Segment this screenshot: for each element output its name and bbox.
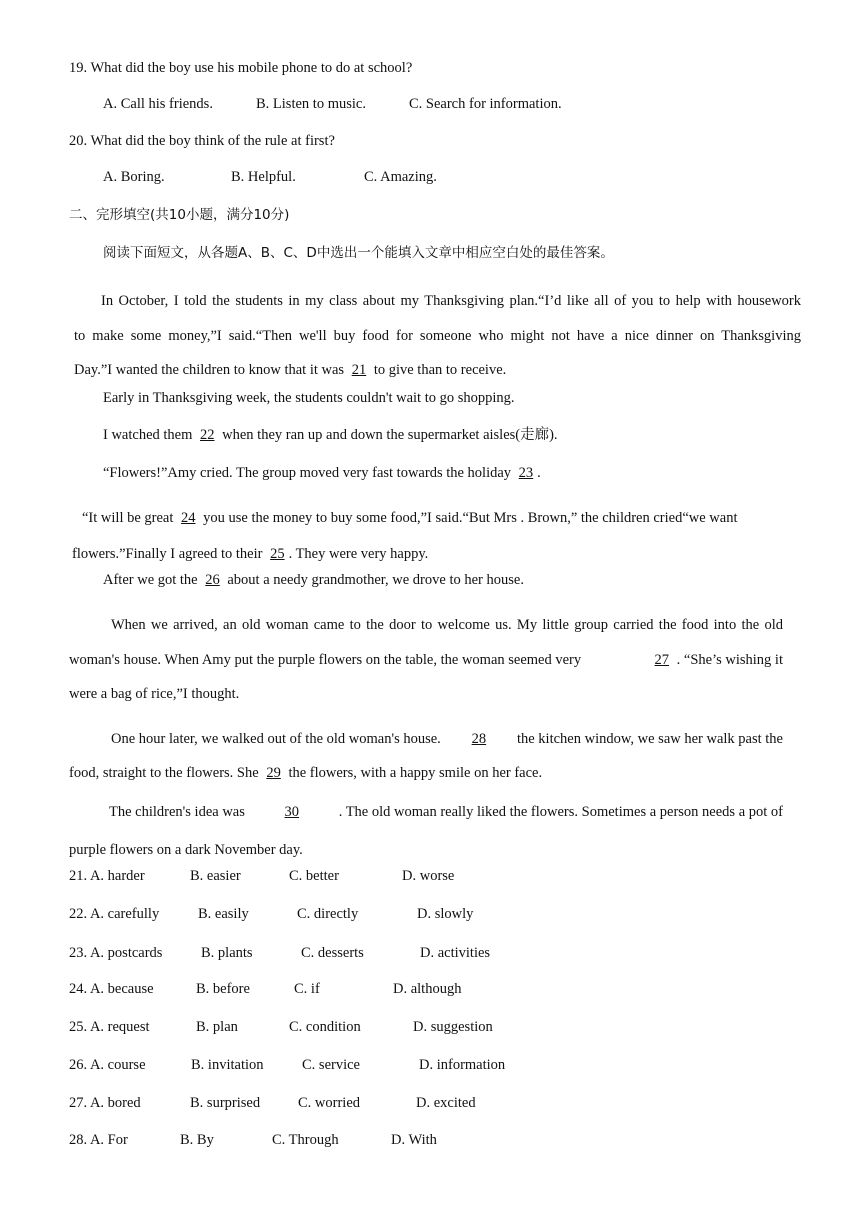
passage-text: “It will be great	[82, 510, 174, 526]
passage-text: The children's idea was	[109, 804, 245, 820]
passage-text: After we got the	[103, 572, 198, 588]
q27-option-d: D. excited	[416, 1095, 476, 1111]
q26-option-c: C. service	[302, 1057, 360, 1073]
blank-21: 21	[351, 362, 367, 378]
q21-option-b: B. easier	[190, 868, 241, 884]
passage-text: “Flowers!”Amy cried. The group moved very fast towards the holiday	[103, 465, 512, 481]
q28-option-d: D. With	[391, 1132, 437, 1148]
passage-text: . “She’s wishing it	[676, 652, 783, 668]
question-20-stem: 20. What did the boy think of the rule at first?	[69, 133, 335, 149]
section-instruction: 阅读下面短文，从各题A、B、C、D中选出一个能填入文章中相应空白处的最佳答案。	[103, 245, 614, 261]
q23-option-c: C. desserts	[301, 945, 364, 961]
passage-text: Day.”I wanted the children to know that it was	[74, 362, 345, 378]
passage-line	[82, 509, 738, 527]
q25-option-d: D. suggestion	[413, 1019, 493, 1035]
passage-text: I watched them	[103, 427, 193, 443]
q23-option-a: 23. A. postcards	[69, 945, 163, 961]
passage-text: the kitchen window, we saw her walk past the	[516, 731, 783, 747]
blank-29: 29	[266, 765, 281, 781]
passage-line: to make some money,”I said.“Then we'll buy food for someone who might not have a nice dinner on Thanksgiving	[74, 328, 801, 344]
q23-option-d: D. activities	[420, 945, 491, 961]
blank-23: 23	[518, 465, 534, 481]
q22-option-c: C. directly	[297, 906, 359, 922]
passage-line	[103, 464, 541, 482]
passage-line: When we arrived, an old woman came to the door to welcome us. My little group carried the food into the old	[111, 617, 783, 633]
q23-option-b: B. plants	[201, 945, 253, 961]
q24-option-c: C. if	[294, 981, 320, 997]
blank-24: 24	[181, 510, 196, 526]
passage-line: were a bag of rice,”I thought.	[69, 686, 240, 702]
q25-option-a: 25. A. request	[69, 1019, 150, 1035]
q22-option-b: B. easily	[198, 906, 249, 922]
passage-text: .	[537, 465, 541, 481]
q22-option-d: D. slowly	[417, 906, 474, 922]
passage-line	[69, 651, 783, 669]
passage-line: In October, I told the students in my class about my Thanksgiving plan.“I’d like all of you to help with housework	[101, 293, 801, 309]
passage-text: the flowers, with a happy smile on her face.	[288, 765, 543, 781]
q24-option-a: 24. A. because	[69, 981, 154, 997]
q20-option-b: B. Helpful.	[231, 169, 296, 185]
passage-line	[69, 764, 542, 782]
q19-option-c: C. Search for information.	[409, 96, 562, 112]
passage-text: . They were very happy.	[288, 546, 429, 562]
q26-option-d: D. information	[419, 1057, 506, 1073]
blank-28: 28	[471, 731, 487, 747]
passage-text: about a needy grandmother, we drove to her house.	[227, 572, 524, 588]
passage-text: One hour later, we walked out of the old woman's house.	[111, 731, 441, 747]
blank-25: 25	[270, 546, 285, 562]
passage-line	[109, 803, 783, 821]
passage-text: you use the money to buy some food,”I said.“But Mrs . Brown,” the children cried“we want	[203, 510, 738, 526]
passage-text: woman's house. When Amy put the purple flowers on the table, the woman seemed very	[69, 652, 582, 668]
passage-text: flowers.”Finally I agreed to their	[72, 546, 263, 562]
passage-line	[72, 545, 428, 563]
q28-option-b: B. By	[180, 1132, 214, 1148]
question-19-stem: 19. What did the boy use his mobile phone to do at school?	[69, 60, 413, 76]
passage-line	[111, 730, 783, 748]
q21-option-a: 21. A. harder	[69, 868, 145, 884]
q27-option-a: 27. A. bored	[69, 1095, 141, 1111]
passage-line: Early in Thanksgiving week, the students couldn't wait to go shopping.	[103, 390, 515, 406]
q26-option-b: B. invitation	[191, 1057, 264, 1073]
passage-text: . The old woman really liked the flowers. Sometimes a person needs a pot of	[338, 804, 783, 820]
q24-option-d: D. although	[393, 981, 462, 997]
passage-line	[103, 571, 524, 589]
blank-26: 26	[205, 572, 220, 588]
q28-option-a: 28. A. For	[69, 1132, 128, 1148]
q26-option-a: 26. A. course	[69, 1057, 146, 1073]
q27-option-b: B. surprised	[190, 1095, 261, 1111]
q20-option-a: A. Boring.	[103, 169, 165, 185]
q20-option-c: C. Amazing.	[364, 169, 437, 185]
blank-22: 22	[200, 427, 215, 443]
blank-30: 30	[284, 804, 300, 820]
passage-text: to give than to receive.	[373, 362, 507, 378]
q25-option-b: B. plan	[196, 1019, 238, 1035]
q19-option-a: A. Call his friends.	[103, 96, 213, 112]
q27-option-c: C. worried	[298, 1095, 361, 1111]
q28-option-c: C. Through	[272, 1132, 339, 1148]
q21-option-c: C. better	[289, 868, 339, 884]
passage-line: purple flowers on a dark November day.	[69, 842, 303, 858]
blank-27: 27	[654, 652, 670, 668]
passage-line	[74, 361, 506, 379]
q22-option-a: 22. A. carefully	[69, 906, 160, 922]
section-heading: 二、完形填空(共10小题，满分10分)	[69, 207, 290, 223]
q25-option-c: C. condition	[289, 1019, 361, 1035]
q24-option-b: B. before	[196, 981, 250, 997]
passage-line	[103, 426, 558, 444]
q21-option-d: D. worse	[402, 868, 455, 884]
passage-text: food, straight to the flowers. She	[69, 765, 259, 781]
passage-text: when they ran up and down the supermarket aisles(走廊).	[222, 427, 558, 443]
q19-option-b: B. Listen to music.	[256, 96, 366, 112]
